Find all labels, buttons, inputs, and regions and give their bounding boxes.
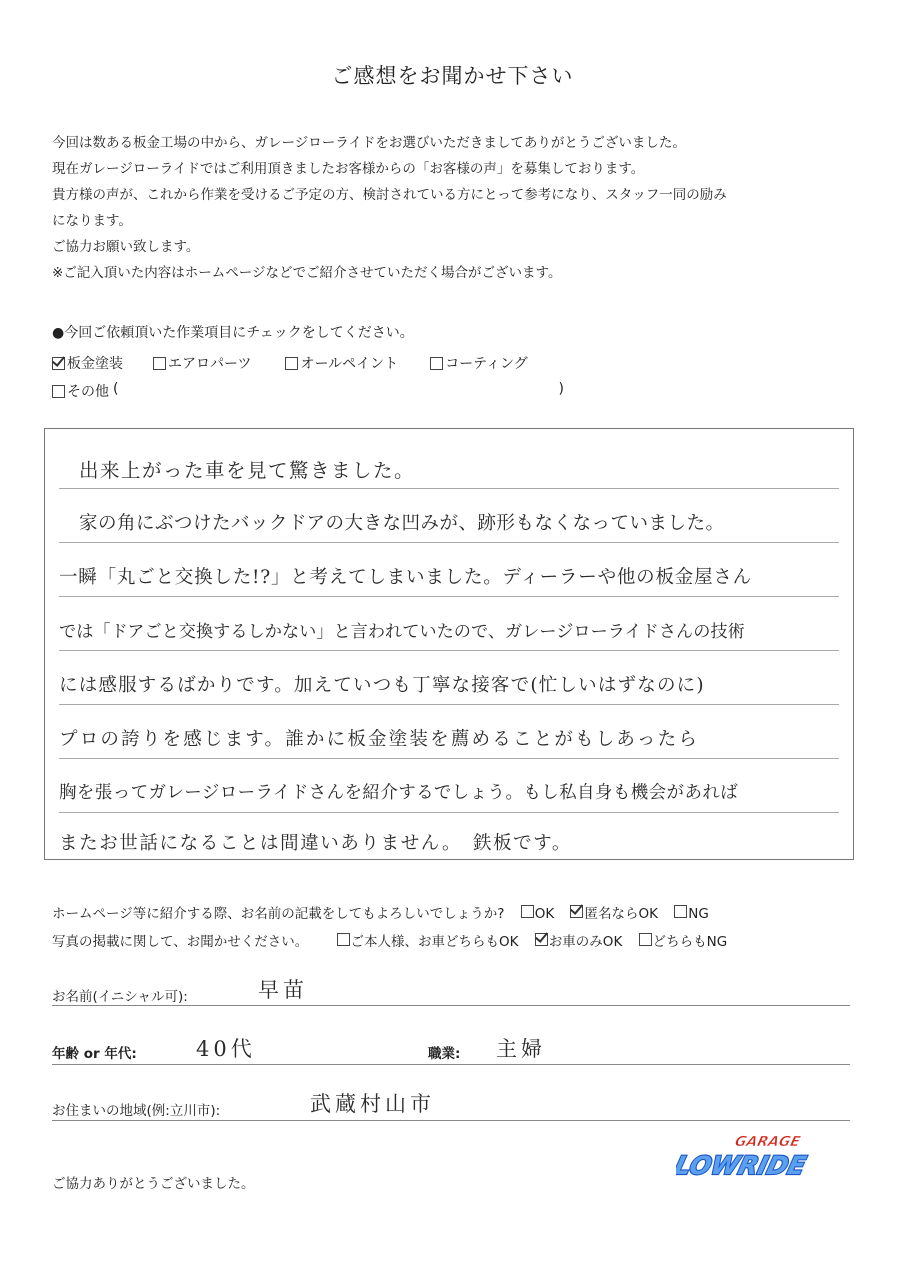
checkbox-empty-icon: [430, 357, 443, 370]
intro-line: 現在ガレージローライドではご利用頂きましたお客様からの「お客様の声」を募集しております。: [52, 161, 645, 177]
checkbox-all-paint[interactable]: [285, 353, 398, 373]
intro-line: ご協力お願い致します。: [52, 239, 200, 255]
work-items-row: [52, 353, 558, 373]
checkbox-empty-icon: [285, 357, 298, 370]
age-job-underline: [52, 1064, 850, 1065]
comment-line-text: では「ドアごと交換するしかない」と言われていたので、ガレージローライドさんの技術: [59, 622, 745, 642]
comment-line-text: 家の角にぶつけたバックドアの大きな凹みが、跡形もなくなっていました。: [79, 513, 725, 534]
checkbox-empty-icon: [52, 385, 65, 398]
option-label: ご本人様、お車どちらもOK: [350, 934, 519, 950]
ruled-line: [59, 542, 839, 543]
intro-line: になります。: [52, 213, 132, 229]
photo-option-both-ok[interactable]: [337, 934, 523, 950]
age-label: 年齢 or 年代:: [52, 1046, 137, 1062]
photo-consent-question: 写真の掲載に関して、お聞かせください。: [52, 934, 309, 950]
intro-line: 貴方様の声が、これから作業を受けるご予定の方、検討されている方にとって参考になり、スタッフ一同の励み: [52, 187, 727, 203]
other-input[interactable]: [118, 381, 558, 401]
logo-graphic: [676, 1130, 816, 1186]
age-value[interactable]: 40代: [196, 1037, 256, 1061]
work-items-heading: ●今回ご依頼頂いた作業項目にチェックをしてください。: [52, 325, 414, 341]
ruled-line: [59, 812, 839, 813]
job-value[interactable]: 主婦: [496, 1037, 546, 1061]
ruled-line: [59, 596, 839, 597]
intro-text: [52, 130, 862, 286]
name-option-ng[interactable]: [674, 906, 709, 922]
option-label: OK: [534, 906, 555, 922]
job-label: 職業:: [428, 1046, 461, 1062]
comment-line-text: 出来上がった車を見て驚きました。: [79, 459, 416, 482]
option-label: 匿名ならOK: [584, 906, 658, 922]
area-label: お住まいの地域(例:立川市):: [52, 1103, 221, 1119]
intro-line: ※ご記入頂いた内容はホームページなどでご紹介させていただく場合がございます。: [52, 265, 562, 281]
checkbox-checked-icon: [535, 933, 548, 946]
name-option-ok[interactable]: [521, 906, 559, 922]
logo-top-text: GARAGE: [733, 1134, 802, 1150]
ruled-line: [59, 488, 839, 489]
name-option-anonymous-ok[interactable]: [570, 906, 662, 922]
checkbox-bankin-tosou[interactable]: [52, 353, 123, 373]
checkbox-label: コーティング: [445, 356, 528, 372]
checkbox-empty-icon: [153, 357, 166, 370]
ruled-line: [59, 758, 839, 759]
name-consent-question: ホームページ等に紹介する際、お名前の記載をしてもよろしいでしょうか?: [52, 906, 505, 922]
name-value[interactable]: 早苗: [258, 978, 308, 1002]
name-label: お名前(イニシャル可):: [52, 989, 188, 1005]
checkbox-empty-icon: [337, 933, 350, 946]
checkbox-label: その他: [67, 384, 109, 400]
checkbox-empty-icon: [639, 933, 652, 946]
ruled-line: [59, 650, 839, 651]
option-label: どちらもNG: [652, 934, 728, 950]
logo-main-text: LOWRIDE: [676, 1150, 810, 1180]
intro-line: 今回は数ある板金工場の中から、ガレージローライドをお選びいただきましてありがとうございました。: [52, 135, 686, 151]
closing-text: ご協力ありがとうございました。: [52, 1176, 255, 1192]
comment-line-text: 一瞬「丸ごと交換した!?」と考えてしまいました。ディーラーや他の板金屋さん: [59, 567, 752, 588]
comment-line-text: またお世話になることは間違いありません。 鉄板です。: [59, 833, 572, 854]
area-underline: [52, 1120, 850, 1121]
photo-consent-row: [52, 930, 727, 950]
checkbox-label: エアロパーツ: [168, 356, 252, 372]
photo-option-car-only-ok[interactable]: [535, 934, 627, 950]
other-close-paren: ): [558, 381, 564, 397]
photo-option-ng[interactable]: [639, 934, 728, 950]
work-items-other-row: [52, 381, 564, 401]
checkbox-checked-icon: [570, 905, 583, 918]
comment-box[interactable]: [44, 428, 854, 860]
checkbox-coating[interactable]: [430, 353, 528, 373]
name-consent-row: [52, 902, 709, 922]
comment-line-text: プロの誇りを感じます。誰かに板金塗装を薦めることがもしあったら: [59, 729, 700, 750]
comment-line-text: には感服するばかりです。加えていつも丁寧な接客で(忙しいはずなのに): [59, 675, 705, 696]
comment-line-text: 胸を張ってガレージローライドさんを紹介するでしょう。もし私自身も機会があれば: [59, 783, 739, 803]
checkbox-other[interactable]: [52, 381, 109, 401]
checkbox-label: 板金塗装: [67, 356, 123, 372]
option-label: NG: [688, 906, 709, 922]
area-value[interactable]: 武蔵村山市: [310, 1092, 435, 1116]
checkbox-checked-icon: [52, 357, 65, 370]
checkbox-empty-icon: [674, 905, 687, 918]
ruled-line: [59, 704, 839, 705]
page-title: ご感想をお聞かせ下さい: [331, 64, 574, 88]
other-open-paren: (: [113, 381, 119, 397]
checkbox-aero-parts[interactable]: [153, 353, 251, 373]
name-underline: [52, 1005, 850, 1006]
option-label: お車のみOK: [548, 934, 623, 950]
garage-lowride-logo: [676, 1130, 816, 1186]
checkbox-empty-icon: [521, 905, 534, 918]
checkbox-label: オールペイント: [300, 356, 399, 372]
